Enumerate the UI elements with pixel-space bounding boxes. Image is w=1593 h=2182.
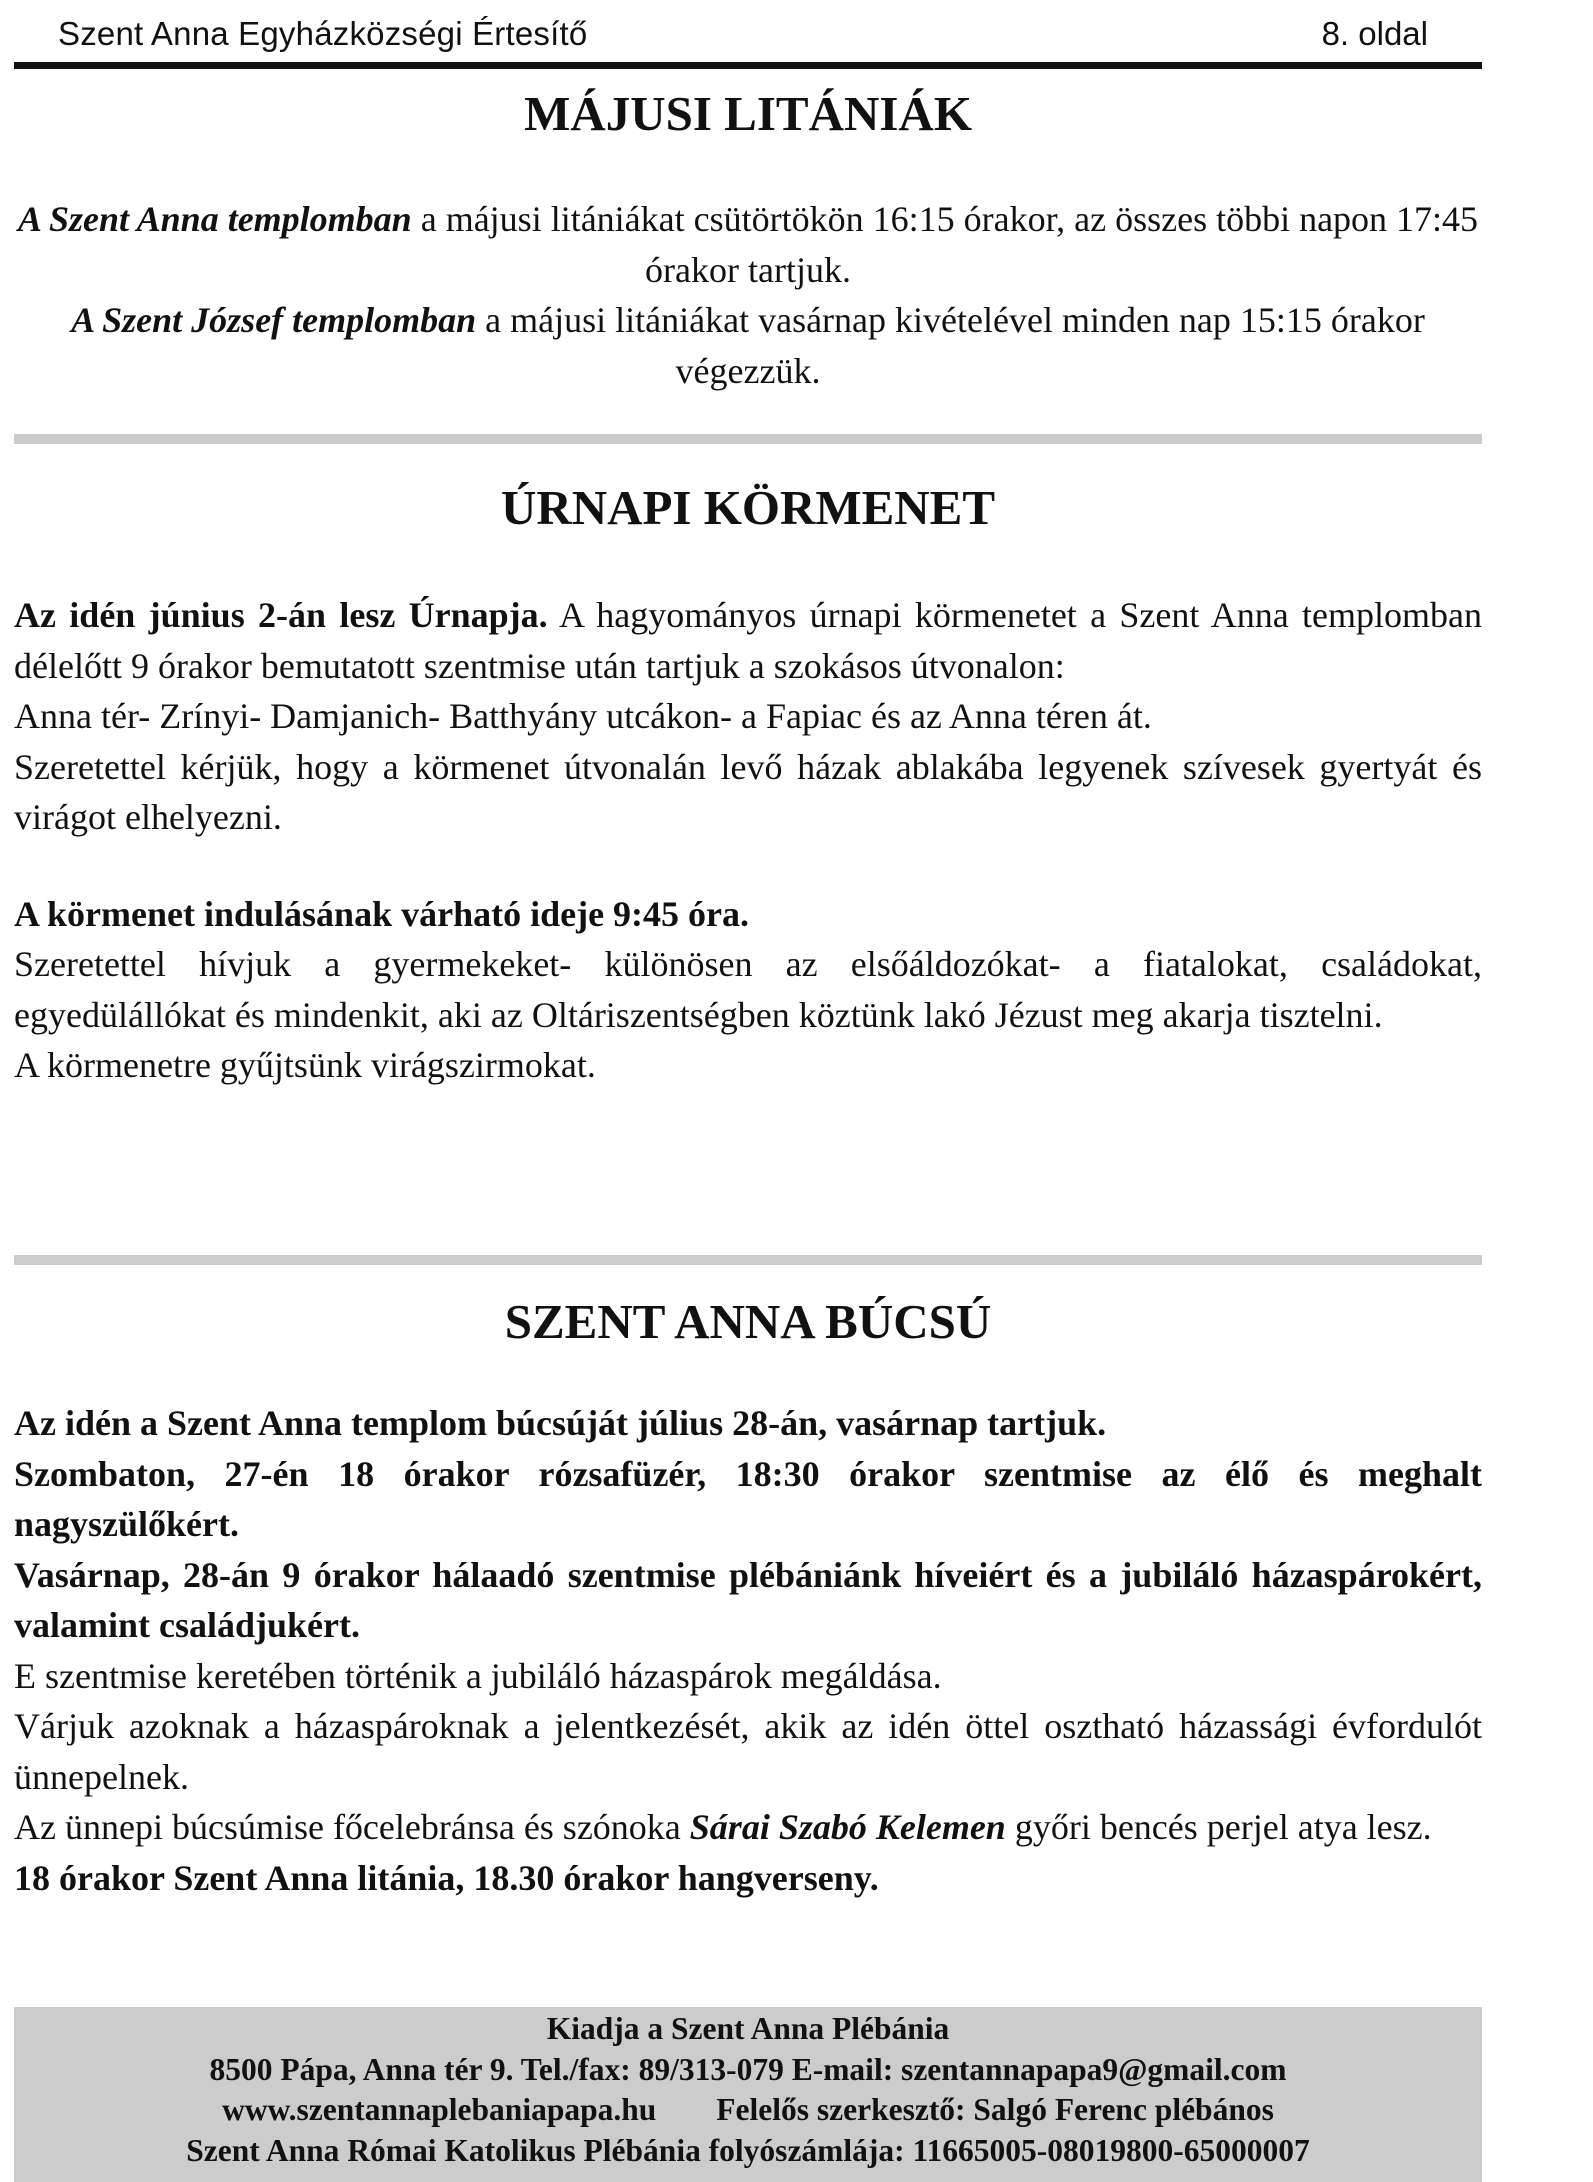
section-divider — [14, 1255, 1482, 1265]
section-title-may-litanies: MÁJUSI LITÁNIÁK — [524, 86, 972, 141]
colophon-box — [14, 2007, 1482, 2182]
colophon-web-editor-line — [14, 2090, 1482, 2131]
feast-celebrant-title: győri bencés perjel atya lesz. — [1005, 1807, 1432, 1847]
feast-saturday: Szombaton, 27-én 18 órakor rózsafüzér, 18:30 órakor szentmise az élő és meghalt nagyszülőkért. — [14, 1453, 1482, 1544]
litany-anna-paragraph — [14, 194, 1482, 295]
section-title-corpus-christi: ÚRNAPI KÖRMENET — [500, 480, 996, 535]
saint-anne-feast-text — [14, 1398, 1482, 1903]
procession-petals: A körmenetre gyűjtsünk virágszirmokat. — [14, 1045, 596, 1085]
litany-jozsef-schedule: a májusi litániákat vasárnap kivételével minden nap 15:15 órakor végezzük. — [476, 300, 1425, 391]
procession-start-time: A körmenet indulásának várható ideje 9:45 óra. — [14, 893, 750, 934]
litany-anna-church: A Szent Anna templomban — [17, 199, 412, 239]
procession-request: Szeretettel kérjük, hogy a körmenet útvonalán levő házak ablakába legyenek szívesek gyertyát és virágot elhelyezni. — [14, 746, 1482, 837]
feast-date: Az idén a Szent Anna templom búcsúját július 28-án, vasárnap tartjuk. — [14, 1403, 1107, 1443]
procession-invitation: Szeretettel hívjuk a gyermekeket- különösen az elsőáldozókat- a fiatalokat, családokat, egyedülállókat és mindenkit, aki az Oltáriszentségben köztünk lakó Jézust meg akarja tisztelni. — [14, 944, 1482, 1035]
running-header — [14, 0, 1482, 69]
procession-route: Anna tér- Zrínyi- Damjanich- Batthyány utcákon- a Fapiac és az Anna téren át. — [14, 696, 1152, 736]
procession-intro: A hagyományos úrnapi körmenetet a Szent Anna templomban délelőtt 9 órakor bemutatott szentmise után tartjuk a szokásos útvonalon: — [14, 595, 1482, 686]
colophon-editor: Felelős szerkesztő: Salgó Ferenc plébános — [716, 2092, 1274, 2127]
feast-sunday: Vasárnap, 28-án 9 órakor hálaadó szentmise plébániánk híveiért és a jubiláló házaspárokért, valamint családjukért. — [14, 1554, 1482, 1645]
colophon-contact: 8500 Pápa, Anna tér 9. Tel./fax: 89/313-079 E-mail: szentannapapa9@gmail.com — [209, 2051, 1287, 2087]
feast-celebrant-paragraph — [14, 1802, 1482, 1853]
procession-date: Az idén június 2-án lesz Úrnapja. — [14, 595, 548, 635]
feast-evening: 18 órakor Szent Anna litánia, 18.30 órakor hangverseny. — [14, 1857, 879, 1898]
colophon-website: www.szentannaplebaniapapa.hu — [222, 2092, 657, 2127]
corpus-christi-text — [14, 590, 1482, 1091]
procession-intro-paragraph — [14, 590, 1482, 691]
may-litanies-text — [14, 194, 1482, 396]
newsletter-page — [14, 0, 1482, 2182]
feast-blessing: E szentmise keretében történik a jubiláló házaspárok megáldása. — [14, 1655, 942, 1696]
section-divider — [14, 434, 1482, 444]
colophon-publisher: Kiadja a Szent Anna Plébánia — [546, 2011, 950, 2046]
section-title-saint-anne-feast: SZENT ANNA BÚCSÚ — [504, 1294, 992, 1349]
litany-anna-schedule: a májusi litániákat csütörtökön 16:15 órakor, az összes többi napon 17:45 órakor tartjuk. — [411, 199, 1479, 290]
litany-jozsef-paragraph — [14, 295, 1482, 396]
feast-couples: Várjuk azoknak a házaspároknak a jelentkezését, akik az idén öttel osztható házassági évfordulót ünnepelnek. — [14, 1706, 1482, 1797]
feast-celebrant-intro: Az ünnepi búcsúmise főcelebránsa és szónoka — [14, 1807, 690, 1847]
litany-jozsef-church: A Szent József templomban — [71, 300, 477, 340]
colophon-account: Szent Anna Római Katolikus Plébánia folyószámlája: 11665005-08019800-65000007 — [186, 2132, 1310, 2168]
page-number: 8. oldal — [1321, 15, 1428, 52]
feast-celebrant-name: Sárai Szabó Kelemen — [689, 1807, 1006, 1847]
publication-name: Szent Anna Egyházközségi Értesítő — [58, 15, 588, 52]
